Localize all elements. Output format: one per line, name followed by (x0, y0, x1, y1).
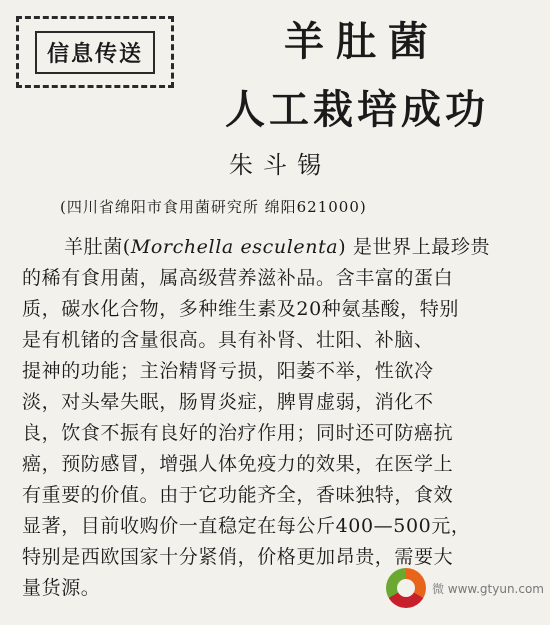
watermark (386, 568, 544, 608)
body-line: 提神的功能；主治精肾亏损，阳萎不举，性欲冷 (22, 360, 434, 382)
section-badge-label: 信息传送 (35, 31, 155, 74)
body-line: 特别是西欧国家十分紧俏，价格更加昂贵，需要大 (22, 546, 454, 568)
watermark-logo-icon (386, 568, 426, 608)
body-line: 淡，对头晕失眠，肠胃炎症，脾胃虚弱，消化不 (22, 391, 434, 413)
author-name: 朱斗锡 (229, 151, 331, 179)
body-line: 癌，预防感冒，增强人体免疫力的效果，在医学上 (22, 453, 454, 475)
body-line (22, 232, 530, 263)
body-line-text: ) 是世界上最珍贵 (338, 236, 491, 258)
article-body (22, 232, 530, 604)
body-line: 是有机锗的含量很高。具有补肾、壮阳、补脑、 (22, 329, 434, 351)
body-line: 有重要的价值。由于它功能齐全，香味独特，食效 (22, 484, 454, 506)
section-badge (16, 16, 174, 88)
author-affiliation: (四川省绵阳市食用菌研究所 绵阳621000) (60, 198, 367, 216)
article-subtitle: 人工栽培成功 (225, 87, 489, 133)
watermark-text: 微 www.gtyun.com (431, 581, 544, 596)
article-title: 羊肚菌 (284, 19, 440, 65)
body-line-text: 羊肚菌( (64, 236, 131, 258)
body-line: 良，饮食不振有良好的治疗作用；同时还可防癌抗 (22, 422, 454, 444)
body-line: 的稀有食用菌，属高级营养滋补品。含丰富的蛋白 (22, 267, 454, 289)
body-line: 显著，目前收购价一直稳定在每公斤400—500元， (22, 515, 471, 537)
body-line: 量货源。 (22, 577, 101, 599)
latin-name: Morchella esculenta (130, 236, 339, 258)
body-line: 质，碳水化合物，多种维生素及20种氨基酸，特别 (22, 298, 459, 320)
